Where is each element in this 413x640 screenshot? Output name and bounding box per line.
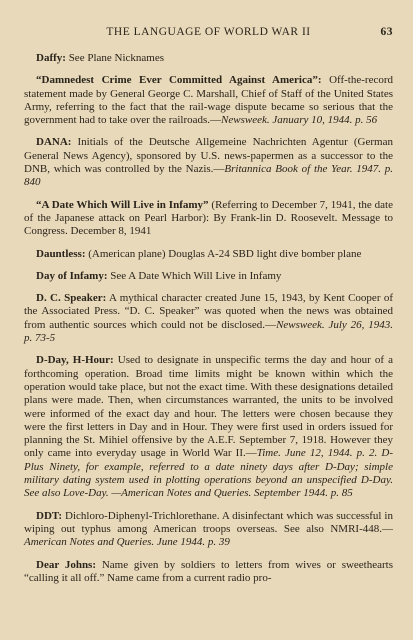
entry-head: DDT: — [36, 509, 63, 522]
entry-citation: Newsweek. July 26, 1943. p. 73-5 — [24, 318, 393, 345]
entry-text: Name given by soldiers to letters from wives or sweethearts “calling it all off.” Name came from a current radio pro- — [24, 558, 394, 584]
entry-text: See A Date Which Will Live in Infamy — [107, 269, 282, 282]
entry-head: “Damnedest Crime Ever Committed Against America”: — [36, 74, 322, 87]
entry-dear-johns — [24, 559, 393, 586]
entry-text: (American plane) Douglas A-24 SBD light dive bomber plane — [85, 247, 362, 260]
dictionary-entries — [24, 52, 393, 585]
entry-ddt — [24, 510, 393, 550]
entry-head: Daffy: — [36, 52, 66, 64]
entry-citation: American Notes and Queries. June 1944. p. 39 — [24, 536, 230, 549]
entry-date-infamy — [24, 199, 393, 239]
entry-text: Initials of the Deutsche Allgemeine Nachrichten Agentur (German General News Agency), sponsored by U.S. news-papermen as a successor to the DNB, which was controlled by the Nazis.— — [24, 136, 393, 176]
entry-head: Dauntless: — [36, 247, 86, 260]
entry-dauntless — [24, 248, 393, 261]
entry-dc-speaker — [24, 292, 393, 345]
page-number: 63 — [380, 26, 393, 38]
entry-text: Used to designate in unspecific terms the day and hour of a forthcoming operation. Broad time limits might be known within which the operation would take place, but not the exact time. With these designations detailed plans were made. Then, when circumstances warranted, the units to be involved were informed of the exact day and hour. The letters were chosen because they were the first letters in Day and in Hour. They were first used in orders issued for planning the St. Mihiel offensive by the A.E.F. September 7, 1918. However they only came into everyday usage in World War II.— — [24, 354, 393, 460]
entry-head: “A Date Which Will Live in Infamy” — [36, 198, 209, 211]
entry-head: Day of Infamy: — [36, 269, 108, 282]
entry-head: D-Day, H-Hour: — [36, 354, 114, 367]
entry-head: D. C. Speaker: — [36, 292, 107, 305]
entry-text: (Referring to December 7, 1941, the date of the Japanese attack on Pearl Harbor): By Frank-lin D. Roosevelt. Message to Congress. December 8, 1941 — [24, 198, 393, 238]
entry-day-of-infamy — [24, 270, 393, 283]
entry-head: Dear Johns: — [36, 558, 97, 571]
entry-citation: Newsweek. January 10, 1944. p. 56 — [221, 114, 378, 127]
entry-citation: Britannica Book of the Year. 1947. p. 840 — [24, 163, 393, 189]
entry-text: Off-the-record statement made by General George C. Marshall, Chief of Staff of the United States Army, referring to the fact that the rail-wage dispute became so serious that the government had to take over the railroads.— — [24, 74, 393, 127]
entry-text: See Plane Nicknames — [65, 52, 164, 64]
entry-damnedest-crime — [24, 74, 393, 127]
entry-daffy — [24, 52, 393, 65]
entry-citation: Time. June 12, 1944. p. 2. D-Plus Ninety, for example, referred to a date ninety days after D-Day; simple military dating system used in plotting operations beyond an unspecified D-Day. See also Love-Day. —American Notes and Queries. September 1944. p. 85 — [24, 447, 393, 500]
running-head-title: THE LANGUAGE OF WORLD WAR II — [106, 26, 311, 38]
entry-text: A mythical character created June 15, 1943, by Kent Cooper of the Associated Press. “D. C. Speaker” was quoted when the news was obtained from authentic sources which could not be disclosed.— — [24, 292, 393, 331]
entry-text: Dichloro-Diphenyl-Trichlorethane. A disinfectant which was successful in wiping out typhus among American troops overseas. See also NMRI-448.— — [24, 509, 393, 535]
running-head — [24, 26, 393, 44]
entry-d-day — [24, 354, 393, 500]
entry-dana — [24, 136, 393, 189]
entry-head: DANA: — [36, 136, 72, 149]
